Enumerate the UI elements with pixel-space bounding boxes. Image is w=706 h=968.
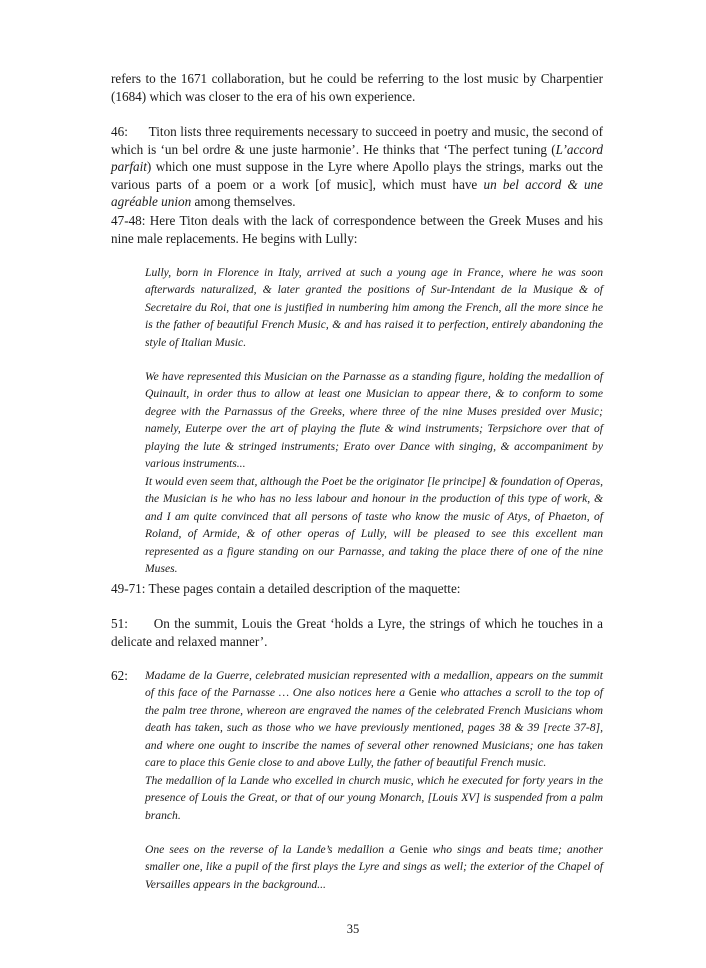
quote-reverse-genie: Genie (399, 843, 428, 856)
paragraph-46-italic-a: L’accord parfait (111, 141, 603, 175)
quote-musician: It would even seem that, although the Poet be the originator [le principe] & foundation of Operas, the Musician is he who has no less labour and honour in the production of this type of work, & and I am quite convinced that all persons of taste who know the music of Atys, of Phaeton, of Roland, of Armide, & of other operas of Lully, will be pleased to see this excellent man represented as a figure standing on our Parnasse, and taking the place there of one of the nine Muses. (145, 475, 603, 576)
paragraph-46 (111, 123, 603, 211)
item-62-genie: Genie (408, 686, 437, 700)
quote-parnasse: We have represented this Musician on the Parnasse as a standing figure, holding the medallion of Quinault, in order thus to allow at least one Musician to appear there, & to conform to some degree with the Parnassus of the Greeks, where three of the nine Muses presided over Music; namely, Euterpe over the art of playing the flute & wind instruments; Terpsichore over that of playing the lute & stringed instruments; Erato over Dance with singing, & accompaniment by various instruments... (145, 370, 603, 471)
quote-reverse (145, 841, 603, 893)
paragraph-47-48: 47-48: Here Titon deals with the lack of correspondence between the Greek Muses and his nine male replacements. He begins with Lully: (111, 213, 603, 246)
paragraph-46-number: 46: (111, 124, 128, 139)
paragraph-49-71: 49-71: These pages contain a detailed description of the maquette: (111, 581, 461, 596)
paragraph-46-text-a: Titon lists three requirements necessary to succeed in poetry and music, the second of which is ‘un bel ordre & une juste harmonie’. He thinks that ‘The perfect tuning ( (111, 124, 604, 157)
quote-reverse-text-b: who sings and beats time; another smaller one, like a pupil of the first plays the Lyre and sings as well; the exterior of the Chapel of Versailles appears in the background... (145, 843, 603, 891)
quote-lully: Lully, born in Florence in Italy, arrived at such a young age in France, where he was soon afterwards naturalized, & later granted the positions of Sur-Intendant de la Musique & of Secretaire du Roi, that one is justified in numbering him among the French, all the more since he is the father of beautiful French Music, & and has raised it to perfection, entirely abandoning the style of Italian Music. (145, 266, 603, 349)
quote-la-lande: The medallion of la Lande who excelled in church music, which he executed for forty years in the presence of Louis the Great, or that of our young Monarch, [Louis XV] is suspended from a palm branch. (145, 774, 603, 822)
item-62-body (145, 667, 603, 771)
paragraph-51: 51: On the summit, Louis the Great ‘holds a Lyre, the strings of which he touches in a delicate and relaxed manner’. (111, 616, 603, 649)
quote-reverse-text-a: One sees on the reverse of la Lande’s medallion a (145, 843, 400, 856)
paragraph-46-text-c: among themselves. (191, 194, 296, 210)
item-62-label: 62: (111, 668, 128, 683)
paragraph-continuation: refers to the 1671 collaboration, but he could be referring to the lost music by Charpentier (1684) which was closer to the era of his own experience. (111, 71, 603, 104)
page-number: 35 (346, 922, 360, 936)
paragraph-46-text-b: ) which one must suppose in the Lyre where Apollo plays the strings, marks out the various parts of a poem or a work [of music], which must have (111, 159, 603, 192)
paragraph-46-italic-b: un bel accord & une agréable union (111, 176, 603, 210)
item-62-text-a: Madame de la Guerre, celebrated musician represented with a medallion, appears on the summit of this face of the Parnasse … One also notices here a (145, 669, 603, 700)
item-62-text-b: who attaches a scroll to the top of the palm tree throne, whereon are engraved the names of the celebrated French Musicians whom death has taken, such as those who we have previously mentioned, pages 38 & 39 [recte 37-8], and where one ought to inscribe the names of several other renowned Musicians; one has taken care to place this Genie close to and above Lully, the father of beautiful French music. (145, 686, 603, 770)
